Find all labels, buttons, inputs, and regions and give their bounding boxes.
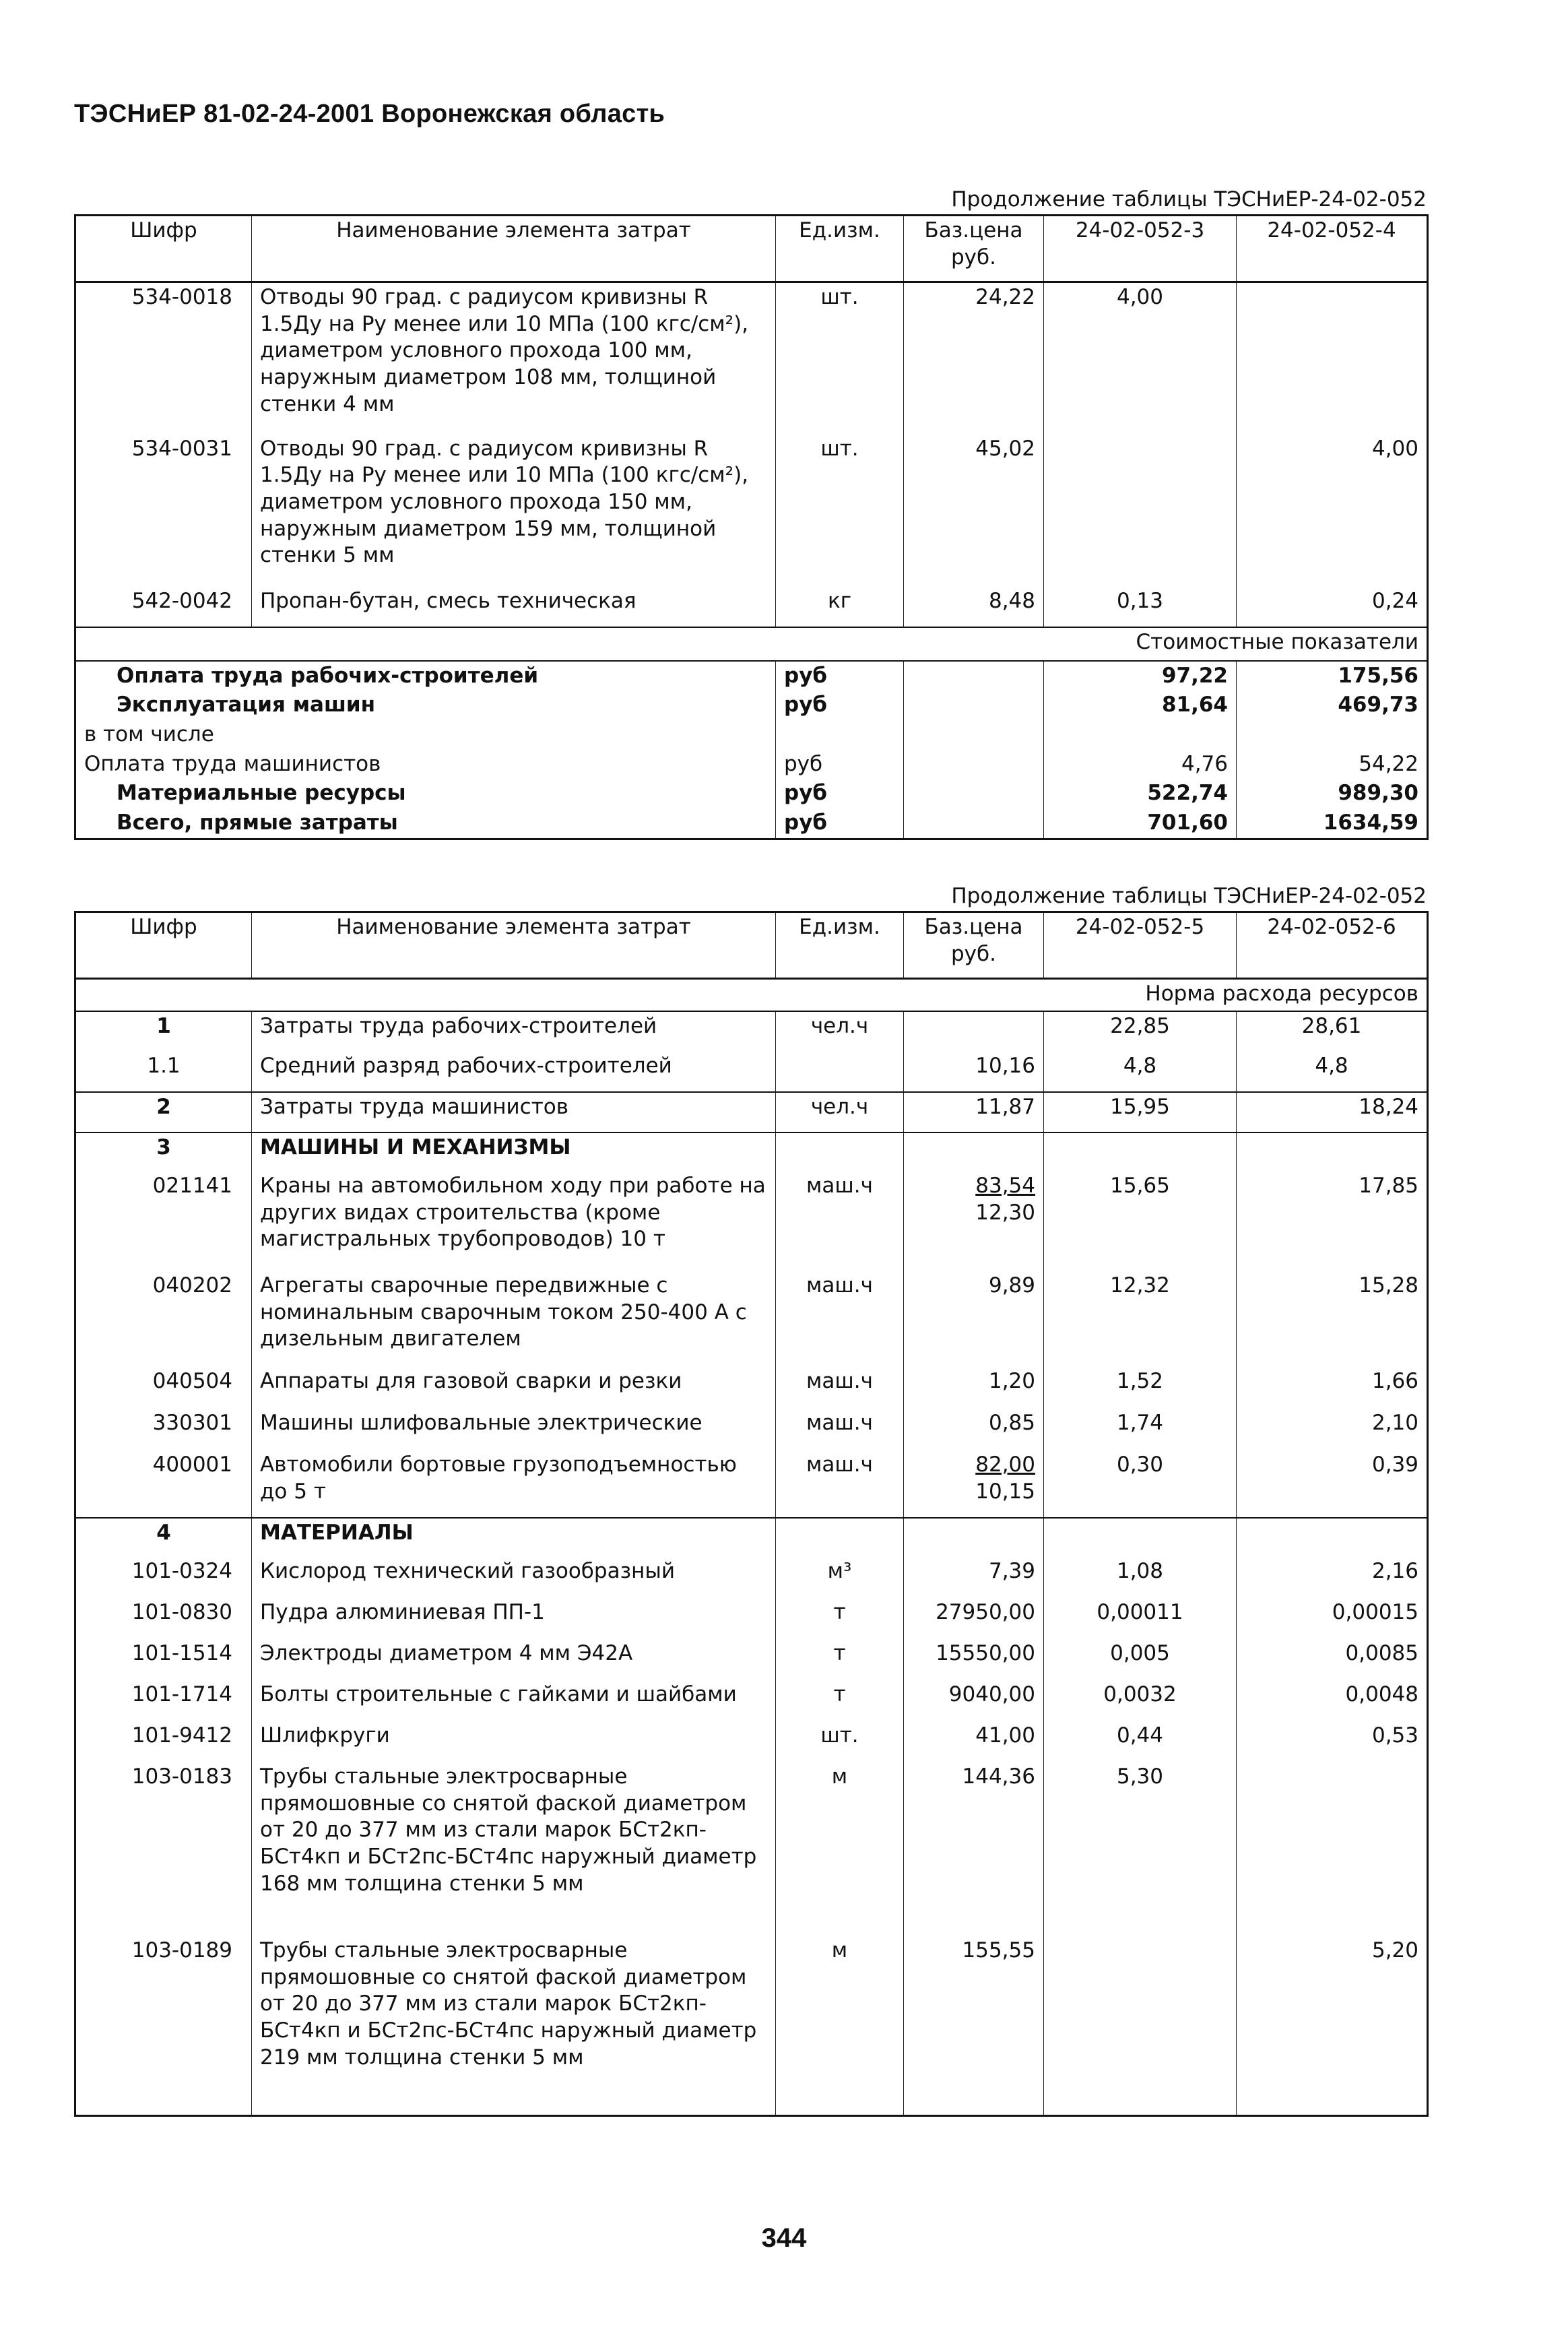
row-price-main: 82,00 (975, 1452, 1035, 1477)
row-unit: м (776, 1762, 904, 1936)
table1-continuation-label: Продолжение таблицы ТЭСНиЕР-24-02-052 (951, 187, 1427, 212)
table-row (75, 1450, 1428, 1518)
row-price (904, 1172, 1044, 1271)
row-norm-b: 17,85 (1237, 1172, 1428, 1271)
table-row (75, 1367, 1428, 1409)
row-name: Краны на автомобильном ходу при работе на других видах строительства (кроме магистральных трубопроводов) 10 т (252, 1172, 776, 1271)
row-code: 1 (156, 1014, 171, 1038)
table-row (75, 587, 1428, 627)
cost-value-a (1044, 720, 1237, 750)
row-unit: чел.ч (776, 1092, 904, 1132)
row-norm-a: 0,44 (1044, 1721, 1237, 1762)
row-norm-b: 5,20 (1237, 1936, 1428, 2115)
row-norm-a: 5,30 (1044, 1762, 1237, 1936)
section-code: 3 (75, 1132, 252, 1172)
row-unit: маш.ч (776, 1367, 904, 1409)
table-row (75, 282, 1428, 435)
cost-indicators-header: Стоимостные показатели (75, 627, 1428, 661)
table2-header-row (75, 912, 1428, 979)
row-code: 040504 (152, 1369, 232, 1393)
table-row (75, 1557, 1428, 1598)
row-norm-a: 4,8 (1044, 1052, 1237, 1092)
row-norm-a (1044, 435, 1237, 587)
cost-value-a: 4,76 (1044, 750, 1237, 779)
cost-name: Оплата труда рабочих-строителей (117, 663, 539, 688)
row-norm-b: 0,24 (1237, 587, 1428, 627)
row-norm-a: 1,52 (1044, 1367, 1237, 1409)
row-price: 9040,00 (904, 1680, 1044, 1721)
row-unit: т (776, 1598, 904, 1639)
row-code: 103-0183 (131, 1764, 232, 1789)
row-unit: чел.ч (776, 1011, 904, 1052)
row-name: Болты строительные с гайками и шайбами (252, 1680, 776, 1721)
row-norm-b: 4,8 (1237, 1052, 1428, 1092)
table-row (75, 1052, 1428, 1092)
row-code: 534-0031 (131, 436, 232, 461)
row-price-main: 83,54 (975, 1174, 1035, 1198)
row-code: 101-1714 (131, 1682, 232, 1706)
row-price: 41,00 (904, 1721, 1044, 1762)
row-price: 1,20 (904, 1367, 1044, 1409)
row-price: 144,36 (904, 1762, 1044, 1936)
table-row (75, 1762, 1428, 1936)
table2 (74, 911, 1429, 2117)
document-title: ТЭСНиЕР 81-02-24-2001 Воронежская область (74, 100, 665, 128)
row-norm-a: 0,005 (1044, 1639, 1237, 1680)
row-price (904, 1011, 1044, 1052)
row-norm-b (1237, 282, 1428, 435)
cost-value-b: 989,30 (1237, 779, 1428, 808)
row-name: Электроды диаметром 4 мм Э42А (252, 1639, 776, 1680)
cost-unit: руб (776, 808, 904, 839)
row-code: 040202 (152, 1273, 232, 1298)
row-code: 103-0189 (131, 1938, 232, 1962)
row-price: 7,39 (904, 1557, 1044, 1598)
row-norm-b: 0,39 (1237, 1450, 1428, 1518)
cost-value-b: 175,56 (1237, 661, 1428, 691)
row-norm-a: 1,08 (1044, 1557, 1237, 1598)
col-name-header: Наименование элемента затрат (252, 912, 776, 979)
row-code: 400001 (152, 1452, 232, 1477)
row-unit: шт. (776, 435, 904, 587)
row-name: Трубы стальные электросварные прямошовные со снятой фаской диаметром от 20 до 377 мм из стали марок БСт2кп-БСт4кп и БСт2пс-БСт4пс наружный диаметр 219 мм толщина стенки 5 мм (252, 1936, 776, 2115)
row-price: 155,55 (904, 1936, 1044, 2115)
cost-value-b: 54,22 (1237, 750, 1428, 779)
norm-header: Норма расхода ресурсов (75, 979, 1428, 1012)
cost-name: в том числе (84, 722, 214, 746)
row-name: Затраты труда машинистов (252, 1092, 776, 1132)
cost-unit (776, 720, 904, 750)
row-norm-a: 4,00 (1044, 282, 1237, 435)
table2-continuation-label: Продолжение таблицы ТЭСНиЕР-24-02-052 (951, 884, 1427, 908)
row-price: 0,85 (904, 1409, 1044, 1450)
row-unit: шт. (776, 1721, 904, 1762)
row-code: 1.1 (147, 1054, 181, 1078)
cost-row (75, 661, 1428, 691)
col-price-header: Баз.цена руб. (904, 912, 1044, 979)
row-norm-a: 0,30 (1044, 1450, 1237, 1518)
row-price (904, 1450, 1044, 1518)
table-row (75, 1936, 1428, 2115)
cost-name: Материальные ресурсы (117, 781, 406, 806)
col-unit-header: Ед.изм. (776, 912, 904, 979)
row-norm-b: 2,16 (1237, 1557, 1428, 1598)
row-price-secondary: 12,30 (975, 1200, 1035, 1225)
row-code: 534-0018 (131, 285, 232, 309)
row-unit: шт. (776, 282, 904, 435)
row-name: Отводы 90 град. с радиусом кривизны R 1.5Ду на Ру менее или 10 МПа (100 кгс/см²), диаметром условного прохода 150 мм, наружным диаметром 159 мм, толщиной стенки 5 мм (252, 435, 776, 587)
row-price: 10,16 (904, 1052, 1044, 1092)
page-number: 344 (761, 2223, 807, 2253)
table-row (75, 1598, 1428, 1639)
cost-value-b: 469,73 (1237, 691, 1428, 720)
row-price: 24,22 (904, 282, 1044, 435)
row-unit: т (776, 1639, 904, 1680)
col-unit-header: Ед.изм. (776, 216, 904, 282)
row-norm-b: 0,0048 (1237, 1680, 1428, 1721)
row-price: 45,02 (904, 435, 1044, 587)
cost-name: Всего, прямые затраты (117, 810, 398, 835)
row-norm-a: 22,85 (1044, 1011, 1237, 1052)
row-norm-a: 0,13 (1044, 587, 1237, 627)
row-name: Машины шлифовальные электрические (252, 1409, 776, 1450)
cost-row (75, 779, 1428, 808)
table-row (75, 1639, 1428, 1680)
row-name: Пудра алюминиевая ПП-1 (252, 1598, 776, 1639)
cost-row (75, 720, 1428, 750)
cost-row (75, 691, 1428, 720)
row-norm-b: 1,66 (1237, 1367, 1428, 1409)
row-name: Пропан-бутан, смесь техническая (252, 587, 776, 627)
cost-value-b (1237, 720, 1428, 750)
col-price-header: Баз.цена руб. (904, 216, 1044, 282)
cost-unit: руб (776, 750, 904, 779)
row-unit: т (776, 1680, 904, 1721)
row-norm-a: 15,65 (1044, 1172, 1237, 1271)
row-norm-a: 12,32 (1044, 1271, 1237, 1367)
col-name-header: Наименование элемента затрат (252, 216, 776, 282)
table-row (75, 1011, 1428, 1052)
row-unit: маш.ч (776, 1172, 904, 1271)
table-row (75, 1092, 1428, 1132)
row-norm-a: 0,00011 (1044, 1598, 1237, 1639)
row-norm-b: 0,0085 (1237, 1639, 1428, 1680)
row-code: 101-0324 (131, 1559, 232, 1583)
row-norm-b: 0,00015 (1237, 1598, 1428, 1639)
row-norm-b (1237, 1762, 1428, 1936)
table1 (74, 214, 1429, 840)
col-norm-b-header: 24-02-052-4 (1237, 216, 1428, 282)
row-norm-b: 15,28 (1237, 1271, 1428, 1367)
row-unit: м³ (776, 1557, 904, 1598)
table1-header-row (75, 216, 1428, 282)
col-norm-b-header: 24-02-052-6 (1237, 912, 1428, 979)
row-name: Средний разряд рабочих-строителей (252, 1052, 776, 1092)
row-name: Затраты труда рабочих-строителей (252, 1011, 776, 1052)
cost-name: Эксплуатация машин (117, 693, 376, 717)
section-title: МАШИНЫ И МЕХАНИЗМЫ (252, 1132, 776, 1172)
row-code: 101-9412 (131, 1723, 232, 1748)
row-price: 15550,00 (904, 1639, 1044, 1680)
cost-name: Оплата труда машинистов (84, 751, 381, 776)
col-norm-a-header: 24-02-052-5 (1044, 912, 1237, 979)
row-norm-b: 4,00 (1237, 435, 1428, 587)
row-name: Кислород технический газообразный (252, 1557, 776, 1598)
row-name: Шлифкруги (252, 1721, 776, 1762)
table-row (75, 1271, 1428, 1367)
cost-row (75, 808, 1428, 839)
row-code: 2 (75, 1092, 252, 1132)
section-row (75, 1132, 1428, 1172)
cost-value-a: 701,60 (1044, 808, 1237, 839)
row-unit: кг (776, 587, 904, 627)
norm-header-row (75, 979, 1428, 1012)
col-code-header: Шифр (75, 912, 252, 979)
row-norm-b: 0,53 (1237, 1721, 1428, 1762)
section-row (75, 1518, 1428, 1557)
cost-row (75, 750, 1428, 779)
row-norm-b: 28,61 (1237, 1011, 1428, 1052)
col-norm-a-header: 24-02-052-3 (1044, 216, 1237, 282)
row-unit (776, 1052, 904, 1092)
cost-value-a: 97,22 (1044, 661, 1237, 691)
row-price: 9,89 (904, 1271, 1044, 1367)
cost-value-b: 1634,59 (1237, 808, 1428, 839)
row-unit: маш.ч (776, 1409, 904, 1450)
row-name: Отводы 90 град. с радиусом кривизны R 1.5Ду на Ру менее или 10 МПа (100 кгс/см²), диаметром условного прохода 100 мм, наружным диаметром 108 мм, толщиной стенки 4 мм (252, 282, 776, 435)
row-norm-a: 15,95 (1044, 1092, 1237, 1132)
row-name: Аппараты для газовой сварки и резки (252, 1367, 776, 1409)
row-unit: маш.ч (776, 1450, 904, 1518)
section-title: МАТЕРИАЛЫ (252, 1518, 776, 1557)
row-price: 27950,00 (904, 1598, 1044, 1639)
table-row (75, 1409, 1428, 1450)
row-name: Агрегаты сварочные передвижные с номинальным сварочным током 250-400 А с дизельным двигателем (252, 1271, 776, 1367)
cost-value-a: 81,64 (1044, 691, 1237, 720)
row-norm-a (1044, 1936, 1237, 2115)
cost-unit: руб (776, 779, 904, 808)
table-row (75, 1680, 1428, 1721)
row-unit: м (776, 1936, 904, 2115)
cost-indicators-header-row (75, 627, 1428, 661)
table-row (75, 435, 1428, 587)
table-row (75, 1721, 1428, 1762)
row-code: 101-1514 (131, 1641, 232, 1665)
row-norm-b: 2,10 (1237, 1409, 1428, 1450)
cost-unit: руб (776, 691, 904, 720)
row-code: 021141 (152, 1174, 232, 1198)
row-price-secondary: 10,15 (975, 1479, 1035, 1504)
row-norm-a: 0,0032 (1044, 1680, 1237, 1721)
row-price: 8,48 (904, 587, 1044, 627)
section-code: 4 (75, 1518, 252, 1557)
row-norm-b: 18,24 (1237, 1092, 1428, 1132)
row-name: Автомобили бортовые грузоподъемностью до 5 т (252, 1450, 776, 1518)
row-norm-a: 1,74 (1044, 1409, 1237, 1450)
row-code: 542-0042 (131, 588, 232, 613)
cost-unit: руб (776, 661, 904, 691)
row-code: 101-0830 (131, 1600, 232, 1624)
row-code: 330301 (152, 1411, 232, 1435)
table-row (75, 1172, 1428, 1271)
row-unit: маш.ч (776, 1271, 904, 1367)
row-price: 11,87 (904, 1092, 1044, 1132)
cost-value-a: 522,74 (1044, 779, 1237, 808)
row-name: Трубы стальные электросварные прямошовные со снятой фаской диаметром от 20 до 377 мм из стали марок БСт2кп-БСт4кп и БСт2пс-БСт4пс наружный диаметр 168 мм толщина стенки 5 мм (252, 1762, 776, 1936)
col-code-header: Шифр (75, 216, 252, 282)
